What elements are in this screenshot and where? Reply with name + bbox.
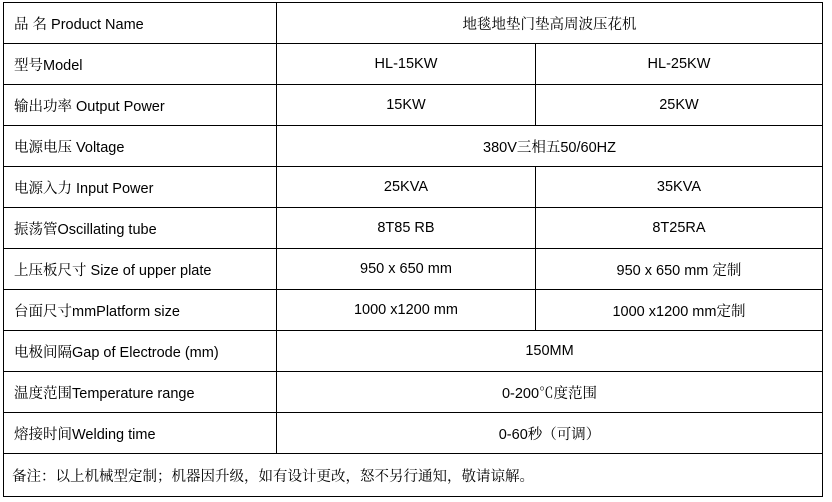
table-row xyxy=(4,290,823,331)
table-row xyxy=(4,85,823,126)
row-label: 上压板尺寸 Size of upper plate xyxy=(4,249,277,290)
table-row xyxy=(4,249,823,290)
row-value-a: 8T85 RB xyxy=(277,208,536,249)
row-value-b: 25KW xyxy=(535,85,822,126)
row-value-merged: 0-200℃度范围 xyxy=(277,372,823,413)
row-value-a: 15KW xyxy=(277,85,536,126)
table-row xyxy=(4,208,823,249)
row-label: 电极间隔Gap of Electrode (mm) xyxy=(4,331,277,372)
table-row xyxy=(4,44,823,85)
row-label: 品 名 Product Name xyxy=(4,3,277,44)
row-label: 电源入力 Input Power xyxy=(4,167,277,208)
row-value-b: 35KVA xyxy=(535,167,822,208)
table-footer-row xyxy=(4,454,823,497)
table-row xyxy=(4,372,823,413)
table-row xyxy=(4,3,823,44)
row-value-a: 25KVA xyxy=(277,167,536,208)
row-label: 型号Model xyxy=(4,44,277,85)
row-value-b: 1000 x1200 mm定制 xyxy=(535,290,822,331)
row-value-b: 950 x 650 mm 定制 xyxy=(535,249,822,290)
row-value-merged: 0-60秒（可调） xyxy=(277,413,823,454)
row-label: 温度范围Temperature range xyxy=(4,372,277,413)
spec-table-body xyxy=(4,3,823,497)
row-value-a: 950 x 650 mm xyxy=(277,249,536,290)
table-row xyxy=(4,331,823,372)
specification-table xyxy=(3,2,823,497)
row-value-a: 1000 x1200 mm xyxy=(277,290,536,331)
row-label: 熔接时间Welding time xyxy=(4,413,277,454)
row-value-b: HL-25KW xyxy=(535,44,822,85)
row-value-a: HL-15KW xyxy=(277,44,536,85)
row-label: 输出功率 Output Power xyxy=(4,85,277,126)
row-value-merged: 150MM xyxy=(277,331,823,372)
row-value-merged: 380V三相五50/60HZ xyxy=(277,126,823,167)
footer-note: 备注：以上机械型定制；机器因升级，如有设计更改，怒不另行通知，敬请谅解。 xyxy=(4,454,823,497)
row-label: 电源电压 Voltage xyxy=(4,126,277,167)
table-row xyxy=(4,126,823,167)
row-label: 振荡管Oscillating tube xyxy=(4,208,277,249)
table-row xyxy=(4,413,823,454)
row-value-merged: 地毯地垫门垫高周波压花机 xyxy=(277,3,823,44)
table-row xyxy=(4,167,823,208)
row-value-b: 8T25RA xyxy=(535,208,822,249)
row-label: 台面尺寸mmPlatform size xyxy=(4,290,277,331)
